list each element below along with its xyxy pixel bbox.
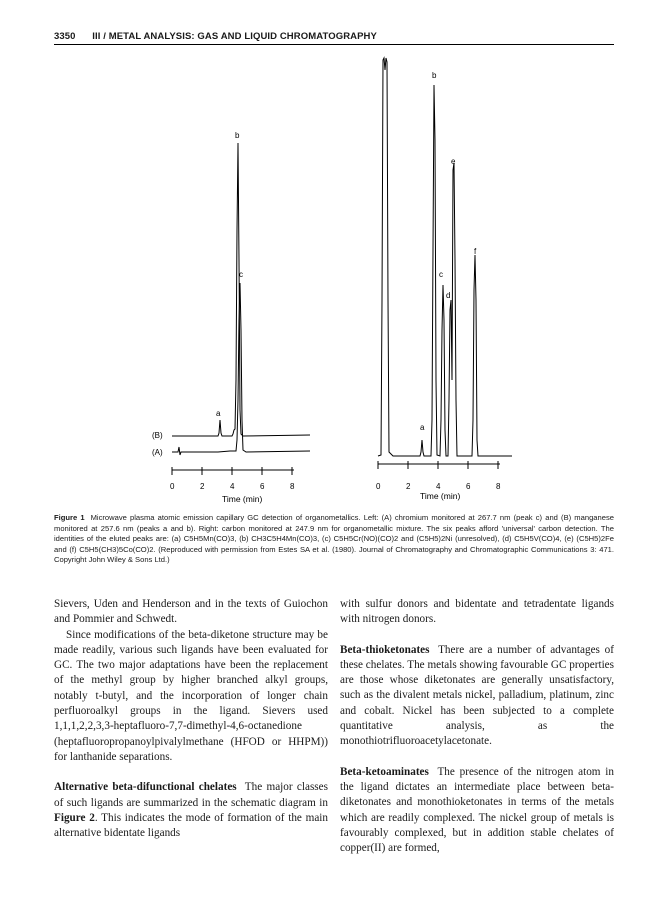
paragraph: Since modifications of the beta-diketone structure may be made readily, various such ligands have been evaluated for GC. The two major adaptations have been the replacement of the methyl group by higher branched alkyl groups, notably t-butyl, and the incorporation of longer chain perfluoroalkyl groups in the ligand. Sievers used 1,1,1,2,2,3,3-heptafluoro-7,7-dimethyl-4,6-octanedione (heptafluoropropanoylpivalylmethane (HFOD or HHPM)) for lanthanide separations.: [54, 628, 328, 763]
left-tick-label: 0: [170, 482, 175, 491]
left-tick-label: 6: [260, 482, 265, 491]
left-x-axis-title: Time (min): [222, 494, 263, 504]
paragraph: [54, 780, 328, 841]
caption-text: Microwave plasma atomic emission capillary GC detection of organometallics. Left: (A) chromium monitored at 267.7 nm (peak c) and (B) manganese monitored at 257.6 nm (peaks a and b). Right: carbon monitored at 247.9 nm for organometallic mixture. The six peaks afford 'universal' carbon detection. The identities of the eluted peaks are: (a) C5H5Mn(CO)3, (b) CH3C5H4Mn(CO)3, (c) C5H5Cr(NO)(CO)2 and (C5H5)2Ni (unresolved), (d) C5H5V(CO)4, (e) (C5H5)2Fe and (f) C5H5(CH3)5Co(CO)2. (Reproduced with permission from Estes SA et al. (1980). Journal of Chromatography and Chromatographic Communications 3: 471. Copyright John Wiley & Sons Ltd.): [54, 513, 614, 565]
right-tick-label: 8: [496, 482, 501, 491]
paragraph: with sulfur donors and bidentate and tetradentate ligands with nitrogen donors.: [340, 598, 614, 626]
paragraph-text: The major classes of such ligands are summarized in the schematic diagram in: [54, 781, 328, 809]
right-chromatogram: [376, 58, 512, 501]
right-peak-label-c: c: [439, 270, 443, 279]
right-tick-label: 0: [376, 482, 381, 491]
right-peak-label-e: e: [451, 157, 456, 166]
left-chromatogram: [152, 131, 310, 504]
trace-b-manganese: [172, 143, 310, 436]
figure-1: [0, 48, 668, 510]
section-heading: Beta-ketoaminates: [340, 765, 429, 778]
paragraph-text: . This indicates the mode of formation of the main alternative bidentate ligands: [54, 811, 328, 840]
paragraph: Sievers, Uden and Henderson and in the texts of Guiochon and Pommier and Schwedt.: [54, 598, 328, 626]
right-peak-label-a: a: [420, 423, 425, 432]
trace-carbon: [378, 58, 512, 456]
header-rule: [54, 44, 614, 45]
trace-label-a: (A): [152, 448, 163, 457]
paragraph: [340, 765, 614, 857]
trace-label-b: (B): [152, 431, 163, 440]
left-tick-label: 4: [230, 482, 235, 491]
paragraph-text: There are a number of advantages of these chelates. The metals showing favourable GC properties are those whose diketonates are generally unsatisfactory, such as the divalent metals nickel, palladium, platinum, zinc and cobalt. Nickel has been subjected to a complete quantitative analysis, as the monothiotrifluoroacetylacetonate.: [340, 643, 614, 748]
running-header: [54, 31, 614, 42]
figure-caption: [54, 513, 614, 566]
right-peak-label-b: b: [432, 71, 437, 80]
body-column-left: [54, 597, 328, 841]
left-peak-label-b: b: [235, 131, 240, 140]
left-peak-label-c: c: [239, 270, 243, 279]
caption-label: Figure 1: [54, 513, 85, 522]
right-tick-label: 6: [466, 482, 471, 491]
paragraph-text: The presence of the nitrogen atom in the ligand dictates an intermediate place between beta-diketonates and monothioketonates in terms of the metals which are readily complexed. The nickel group of metals is favourably complexed, but in addition stable chelates of copper(II) are formed,: [340, 765, 614, 855]
section-heading: Beta-thioketonates: [340, 643, 430, 656]
left-peak-label-a: a: [216, 409, 221, 418]
section-heading: Alternative beta-difunctional chelates: [54, 781, 237, 794]
right-x-axis-title: Time (min): [420, 491, 461, 501]
left-tick-label: 8: [290, 482, 295, 491]
right-peak-label-d: d: [446, 291, 451, 300]
page-number: 3350: [54, 31, 76, 42]
left-tick-label: 2: [200, 482, 205, 491]
right-peak-label-f: f: [474, 247, 477, 256]
running-title: III / METAL ANALYSIS: GAS AND LIQUID CHROMATOGRAPHY: [92, 31, 377, 42]
paragraph: [340, 643, 614, 750]
body-column-right: [340, 597, 614, 856]
right-tick-label: 4: [436, 482, 441, 491]
figure-reference: Figure 2: [54, 811, 95, 824]
right-tick-label: 2: [406, 482, 411, 491]
